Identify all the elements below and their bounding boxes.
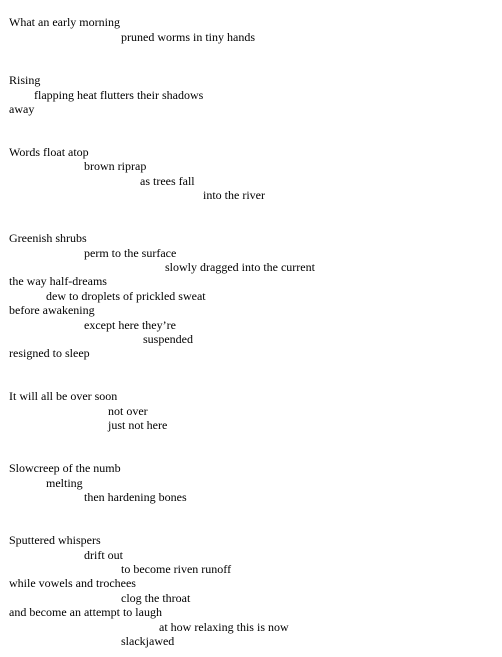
poem-line: while vowels and trochees	[9, 576, 136, 590]
poem-line: not over	[108, 404, 148, 418]
poem-line: Words float atop	[9, 145, 89, 159]
poem-line: Sputtered whispers	[9, 533, 101, 547]
poem-line: brown riprap	[84, 159, 147, 173]
poem-line: slowly dragged into the current	[165, 260, 315, 274]
poem-line: It will all be over soon	[9, 389, 118, 403]
poem-line: into the river	[203, 188, 265, 202]
poem-line: at how relaxing this is now	[159, 620, 289, 634]
poem-line: clog the throat	[121, 591, 191, 605]
poem-line: to become riven runoff	[121, 562, 232, 576]
poem-line: pruned worms in tiny hands	[121, 30, 255, 44]
poem-line: Rising	[9, 73, 41, 87]
poem-line: Greenish shrubs	[9, 231, 87, 245]
poem-line: melting	[46, 476, 83, 490]
poem-line: What an early morning	[9, 15, 120, 29]
poem-line: just not here	[108, 418, 168, 432]
poem-line: then hardening bones	[84, 490, 187, 504]
poem-line: slackjawed	[121, 634, 175, 648]
poem-line: drift out	[84, 548, 123, 562]
poem-line: as trees fall	[140, 174, 195, 188]
poem-line: perm to the surface	[84, 246, 177, 260]
poem-line: dew to droplets of prickled sweat	[46, 289, 206, 303]
poem-line: before awakening	[9, 303, 95, 317]
poem-line: Slowcreep of the numb	[9, 461, 121, 475]
poem-line: suspended	[143, 332, 193, 346]
poem-line: resigned to sleep	[9, 346, 90, 360]
poem-line: flapping heat flutters their shadows	[34, 88, 204, 102]
poem-line: and become an attempt to laugh	[9, 605, 162, 619]
poem-line: the way half-dreams	[9, 274, 107, 288]
poem-line: away	[9, 102, 35, 116]
poem-line: except here they’re	[84, 318, 176, 332]
